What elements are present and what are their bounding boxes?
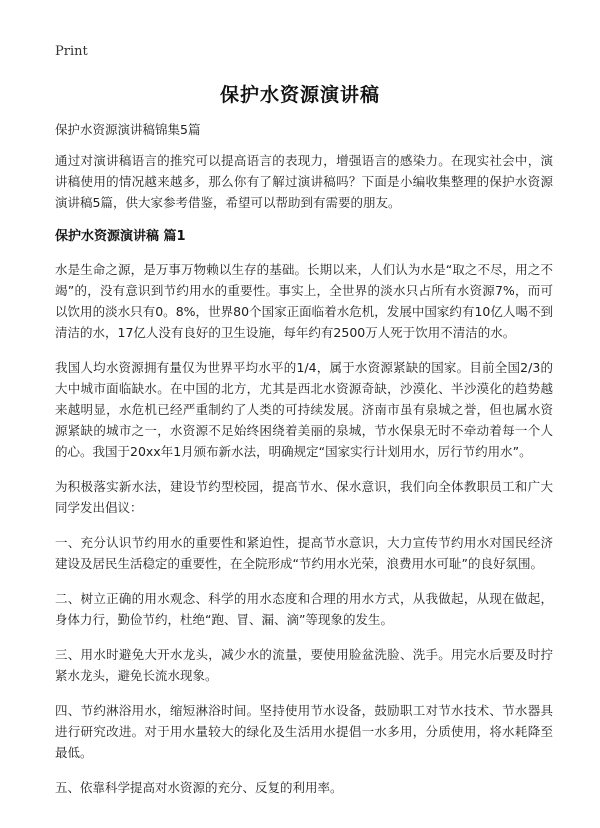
page-title: 保护水资源演讲稿 bbox=[219, 84, 380, 106]
body-paragraph: 四、节约淋浴用水，缩短淋浴时间。坚持使用节水设备，鼓励职工对节水技术、节水器具进行研究改进。对于用水量较大的绿化及生活用水提倡一水多用，分质使用，将水耗降至最低。 bbox=[55, 703, 553, 760]
print-link[interactable]: Print bbox=[55, 44, 88, 59]
body-paragraph: 为积极落实新水法，建设节约型校园，提高节水、保水意识，我们向全体教职员工和广大同学发出倡议： bbox=[55, 479, 553, 515]
body-paragraph: 三、用水时避免大开水龙头，减少水的流量，要使用脸盆洗脸、洗手。用完水后要及时拧紧水龙头，避免长流水现象。 bbox=[55, 647, 553, 683]
body-paragraph: 水是生命之源，是万事万物赖以生存的基础。长期以来，人们认为水是“取之不尽，用之不竭”的，没有意识到节约用水的重要性。事实上，全世界的淡水只占所有水资源7%，而可以饮用的淡水只有0。8%，世界80个国家正面临着水危机，发展中国家约有10亿人喝不到清洁的水，17亿人没有良好的卫生设施，每年约有2500万人死于饮用不清洁的水。 bbox=[55, 262, 553, 340]
body-paragraph: 我国人均水资源拥有量仅为世界平均水平的1/4，属于水资源紧缺的国家。目前全国2/3的大中城市面临缺水。在中国的北方，尤其是西北水资源奇缺，沙漠化、半沙漠化的趋势越来越明显，水危机已经严重制约了人类的可持续发展。济南市虽有泉城之誉，但也属水资源紧缺的城市之一，水资源不足始终困绕着美丽的泉城，节水保泉无时不牵动着每一个人的心。我国于20xx年1月颁布新水法，明确规定“国家实行计划用水，厉行节约用水”。 bbox=[55, 360, 553, 459]
intro-paragraph: 通过对演讲稿语言的推究可以提高语言的表现力，增强语言的感染力。在现实社会中，演讲稿使用的情况越来越多，那么你有了解过演讲稿吗？下面是小编收集整理的保护水资源演讲稿5篇，供大家参考借鉴，希望可以帮助到有需要的朋友。 bbox=[55, 153, 553, 210]
body-paragraph: 五、依靠科学提高对水资源的充分、反复的利用率。 bbox=[55, 780, 343, 795]
body-paragraph: 二、树立正确的用水观念、科学的用水态度和合理的用水方式，从我做起，从现在做起，身体力行，勤俭节约，杜绝“跑、冒、漏、滴”等现象的发生。 bbox=[55, 591, 553, 627]
document-subtitle: 保护水资源演讲稿锦集5篇 bbox=[55, 122, 201, 137]
body-paragraph: 一、充分认识节约用水的重要性和紧迫性，提高节水意识，大力宣传节约用水对国民经济建设及居民生活稳定的重要性，在全院形成“节约用水光荣，浪费用水可耻”的良好氛围。 bbox=[55, 535, 553, 571]
section-heading: 保护水资源演讲稿 篇1 bbox=[55, 229, 186, 244]
document-body bbox=[55, 150, 553, 812]
